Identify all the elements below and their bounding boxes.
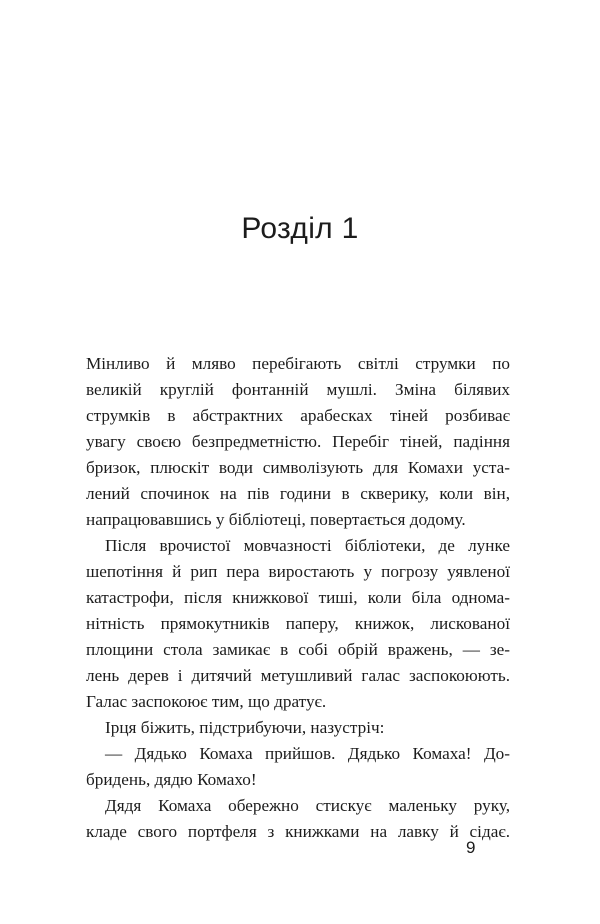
text-line: Після врочистої мовчазності бібліотеки, де лунке bbox=[105, 536, 510, 555]
page-number: 9 bbox=[466, 838, 476, 857]
text-line: — Дядько Комаха прийшов. Дядько Комаха! До- bbox=[105, 744, 510, 763]
text-line: великій круглій фонтанній мушлі. Зміна білявих bbox=[86, 380, 510, 399]
text-line: струмків в абстрактних арабесках тіней розбиває bbox=[86, 406, 510, 425]
text-line: площини стола замикає в собі обрій вражень, — зе- bbox=[86, 640, 510, 659]
text-line: Мінливо й мляво перебігають світлі струмки по bbox=[86, 354, 510, 373]
chapter-title: Розділ 1 bbox=[241, 212, 359, 245]
text-line: бридень, дядю Комахо! bbox=[86, 770, 257, 789]
text-line: катастрофи, після книжкової тиші, коли біла однома- bbox=[86, 588, 510, 607]
text-line: лень дерев і дитячий метушливий галас заспокоюють. bbox=[86, 666, 510, 685]
chapter-body-text bbox=[86, 351, 510, 845]
text-line: бризок, плюскіт води символізують для Комахи уста- bbox=[86, 458, 510, 477]
text-line: шепотіння й рип пера виростають у погрозу уявленої bbox=[86, 562, 510, 581]
text-line: кладе свого портфеля з книжками на лавку й сідає. bbox=[86, 822, 510, 841]
text-line: Ірця біжить, підстрибуючи, назустріч: bbox=[105, 718, 385, 737]
text-line: лений спочинок на пів години в скверику, коли він, bbox=[86, 484, 510, 503]
text-line: напрацювавшись у бібліотеці, повертається додому. bbox=[86, 510, 466, 529]
text-line: Дядя Комаха обережно стискує маленьку руку, bbox=[105, 796, 510, 815]
text-line: увагу своєю безпредметністю. Перебіг тіней, падіння bbox=[86, 432, 510, 451]
text-line: нітність прямокутників паперу, книжок, лискованої bbox=[86, 614, 510, 633]
text-line: Галас заспокоює тим, що дратує. bbox=[86, 692, 327, 711]
